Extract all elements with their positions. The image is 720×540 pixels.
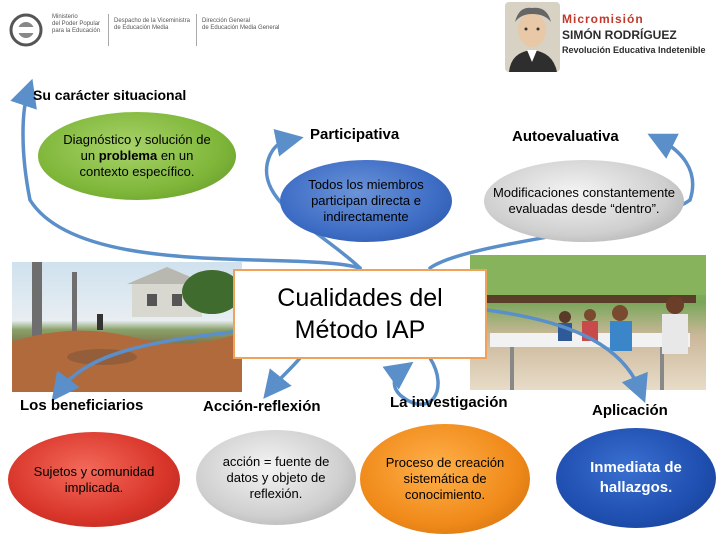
despacho-text: Despacho de la Viceministra de Educación Media [114, 18, 190, 31]
investigacion-text: Proceso de creación sistemática de conocimiento. [385, 455, 505, 502]
aplicacion-text: Inmediata de hallazgos. [590, 459, 682, 496]
participativa-text: Todos los miembros participan directa e indirectamente [308, 177, 424, 224]
diagnostico-text-pre: Diagnóstico y solución de un [63, 132, 211, 163]
accion-text: acción = fuente de datos y objeto de reflexión. [222, 453, 330, 501]
investigacion-label: La investigación [390, 394, 508, 411]
diagnostico-text-post: en un contexto específico. [79, 148, 195, 179]
investigacion-ellipse [360, 424, 530, 534]
ministerio-text: Ministerio del Poder Popular para la Educación [52, 14, 101, 34]
arrow-to-aplicacion [487, 310, 640, 390]
aplicacion-ellipse [556, 428, 716, 528]
center-title-line1: Cualidades del [277, 284, 443, 312]
diagnostico-text-bold: problema [98, 148, 158, 163]
accion-ellipse [196, 430, 356, 525]
autoevaluativa-label: Autoevaluativa [512, 128, 619, 145]
beneficiarios-ellipse [8, 432, 180, 527]
autoevaluativa-text: Modificaciones constantemente evaluadas desde “dentro”. [492, 185, 676, 216]
center-title-line2: Método IAP [294, 316, 426, 344]
situacional-title: Su carácter situacional [33, 87, 187, 103]
arrow-to-accion [272, 358, 300, 388]
participativa-ellipse [280, 160, 452, 242]
beneficiarios-text: Sujetos y comunidad implicada. [33, 463, 155, 495]
beneficiarios-label: Los beneficiarios [20, 397, 144, 414]
mision-slogan: Revolución Educativa Indetenible [562, 45, 706, 55]
participativa-label: Participativa [310, 126, 400, 143]
diagnostico-ellipse [38, 112, 236, 200]
direccion-text: Dirección General de Educación Media General [202, 18, 280, 31]
aplicacion-label: Aplicación [592, 402, 668, 419]
center-title-box [233, 269, 487, 359]
mision-title: Micromisión [562, 12, 644, 26]
autoevaluativa-ellipse [484, 160, 684, 242]
accion-label: Acción-reflexión [203, 398, 321, 415]
mision-name: SIMÓN RODRÍGUEZ [562, 28, 677, 42]
arrow-to-beneficiarios [60, 330, 250, 390]
